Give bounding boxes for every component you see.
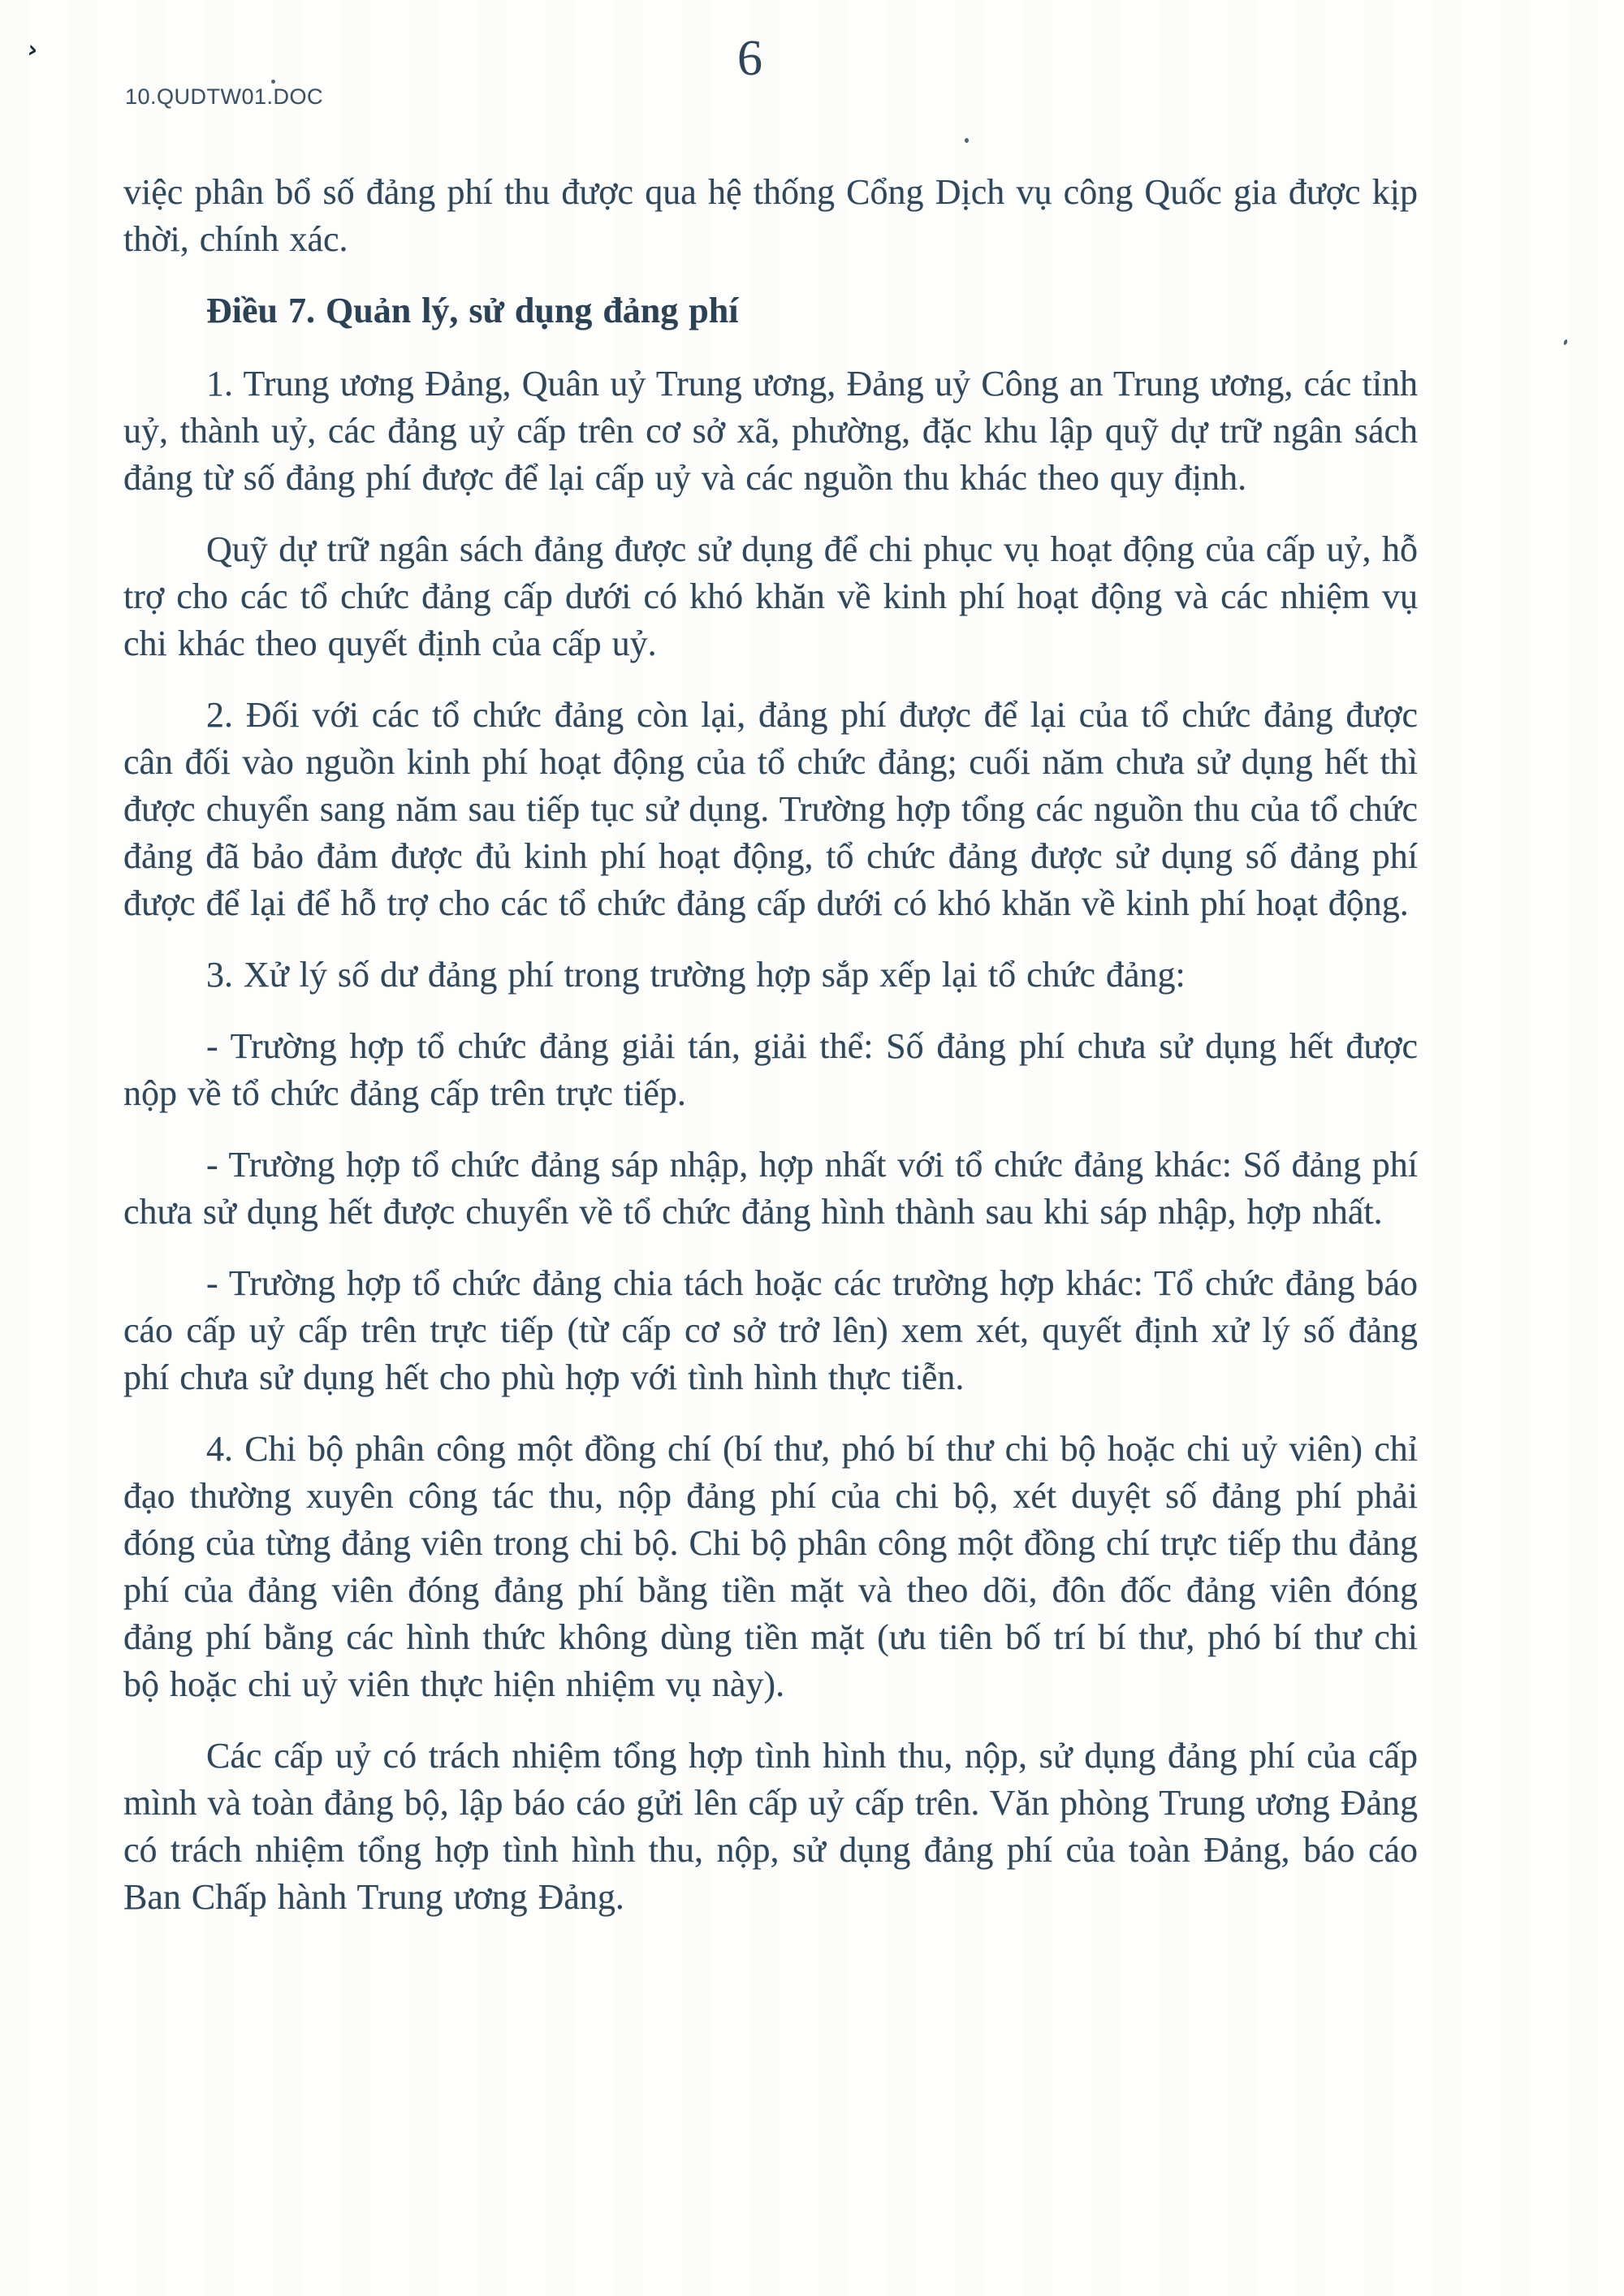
paragraph-clause-3: 3. Xử lý số dư đảng phí trong trường hợp sắp xếp lại tổ chức đảng: (206, 955, 1186, 995)
document-content (123, 169, 1418, 1945)
scan-speck (965, 138, 969, 143)
document-filename: 10.QUDTW01.DOC (125, 84, 324, 109)
scan-speck (1563, 339, 1568, 346)
paragraph-clause-4: 4. Chi bộ phân công một đồng chí (bí thư, phó bí thư chi bộ hoặc chi uỷ viên) chỉ đạo thường xuyên công tác thu, nộp đảng phí của chi bộ, xét duyệt số đảng phí phải đóng của từng đảng viên trong chi bộ. Chi bộ phân công một đồng chí trực tiếp thu đảng phí của đảng viên đóng đảng phí bằng tiền mặt và theo dõi, đôn đốc đảng viên đóng đảng phí bằng các hình thức không dùng tiền mặt (ưu tiên bố trí bí thư, phó bí thư chi bộ hoặc chi uỷ viên thực hiện nhiệm vụ này). (123, 1429, 1418, 1704)
paragraph-clause-2: 2. Đối với các tổ chức đảng còn lại, đảng phí được để lại của tổ chức đảng được cân đối vào nguồn kinh phí hoạt động của tổ chức đảng; cuối năm chưa sử dụng hết thì được chuyển sang năm sau tiếp tục sử dụng. Trường hợp tổng các nguồn thu của tổ chức đảng đã bảo đảm được đủ kinh phí hoạt động, tổ chức đảng được sử dụng số đảng phí được để lại để hỗ trợ cho các tổ chức đảng cấp dưới có khó khăn về kinh phí hoạt động. (123, 695, 1418, 923)
paragraph-reporting-duty: Các cấp uỷ có trách nhiệm tổng hợp tình hình thu, nộp, sử dụng đảng phí của cấp mình và toàn đảng bộ, lập báo cáo gửi lên cấp uỷ cấp trên. Văn phòng Trung ương Đảng có trách nhiệm tổng hợp tình hình thu, nộp, sử dụng đảng phí của toàn Đảng, báo cáo Ban Chấp hành Trung ương Đảng. (123, 1736, 1418, 1917)
paragraph-continuation: việc phân bổ số đảng phí thu được qua hệ thống Cổng Dịch vụ công Quốc gia được kịp thời, chính xác. (123, 172, 1418, 259)
bullet-dissolution-case: - Trường hợp tổ chức đảng giải tán, giải thể: Số đảng phí chưa sử dụng hết được nộp về tổ chức đảng cấp trên trực tiếp. (123, 1026, 1418, 1113)
paragraph-clause-1: 1. Trung ương Đảng, Quân uỷ Trung ương, Đảng uỷ Công an Trung ương, các tỉnh uỷ, thành uỷ, các đảng uỷ cấp trên cơ sở xã, phường, đặc khu lập quỹ dự trữ ngân sách đảng từ số đảng phí được để lại cấp uỷ và các nguồn thu khác theo quy định. (123, 364, 1418, 498)
page-number: 6 (737, 31, 762, 86)
article-7-heading: Điều 7. Quản lý, sử dụng đảng phí (206, 291, 739, 330)
bullet-split-case: - Trường hợp tổ chức đảng chia tách hoặc các trường hợp khác: Tổ chức đảng báo cáo cấp uỷ cấp trên trực tiếp (từ cấp cơ sở trở lên) xem xét, quyết định xử lý số đảng phí chưa sử dụng hết cho phù hợp với tình hình thực tiễn. (123, 1263, 1418, 1397)
paragraph-reserve-fund: Quỹ dự trữ ngân sách đảng được sử dụng để chi phục vụ hoạt động của cấp uỷ, hỗ trợ cho các tổ chức đảng cấp dưới có khó khăn về kinh phí hoạt động và các nhiệm vụ chi khác theo quyết định của cấp uỷ. (123, 529, 1418, 663)
scan-speck (271, 80, 275, 84)
scan-artifact-corner-mark: › (25, 35, 40, 65)
bullet-merger-case: - Trường hợp tổ chức đảng sáp nhập, hợp nhất với tổ chức đảng khác: Số đảng phí chưa sử dụng hết được chuyển về tổ chức đảng hình thành sau khi sáp nhập, hợp nhất. (123, 1145, 1418, 1232)
